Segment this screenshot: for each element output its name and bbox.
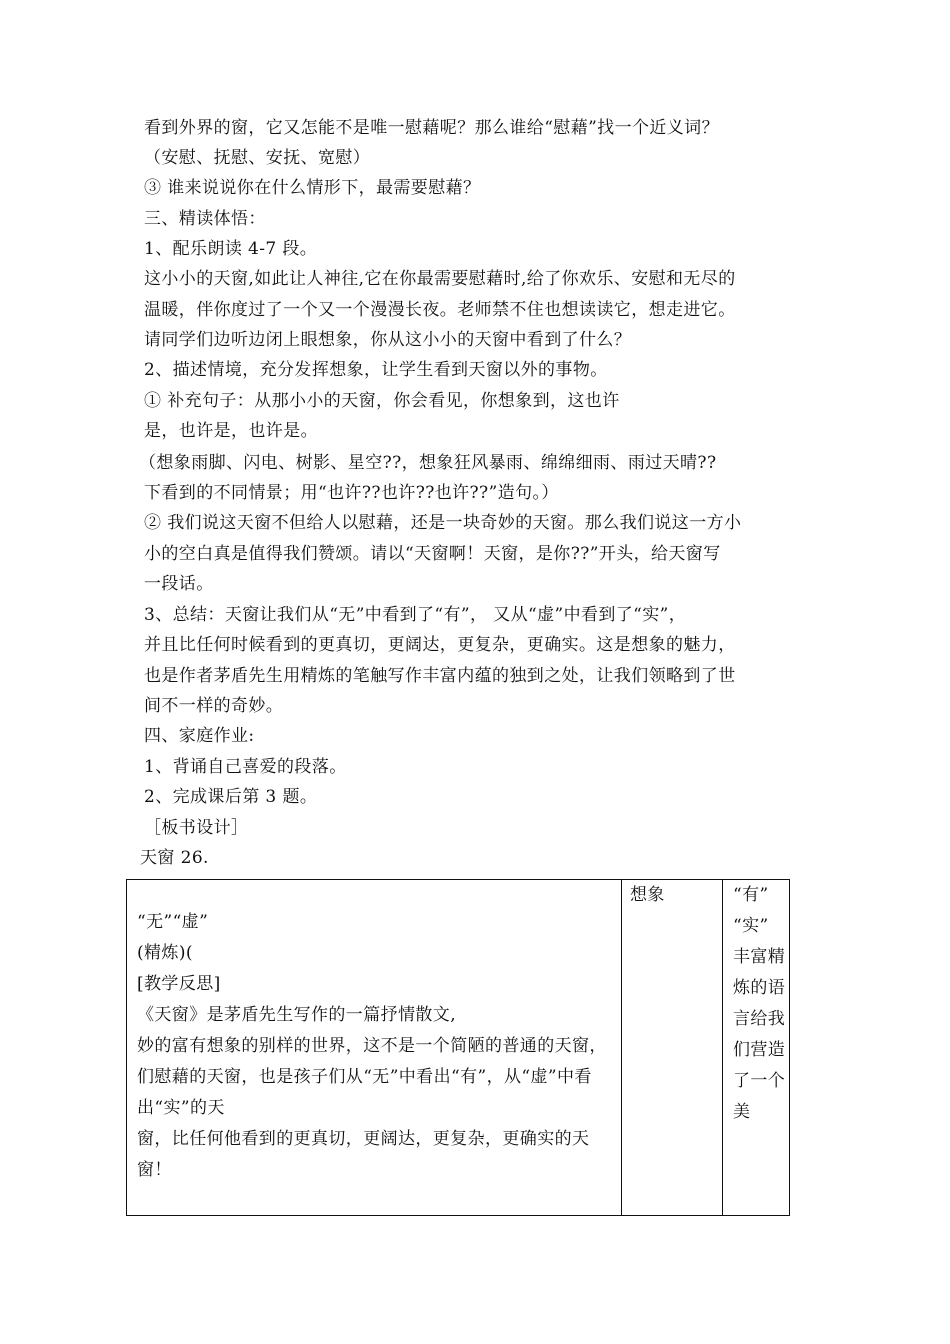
text-line: 看到外界的窗，它又怎能不是唯一慰藉呢？那么谁给“慰藉”找一个近义词？	[144, 118, 719, 138]
cell-line: “有”	[733, 885, 769, 905]
table-cell-imagination	[622, 880, 723, 1216]
text-line: （安慰、抚慰、安抚、宽慰）	[144, 148, 371, 168]
table-row	[127, 880, 790, 1216]
text-line: 3、总结：天窗让我们从“无”中看到了“有”， 又从“虚”中看到了“实”，	[144, 605, 687, 625]
text-line: 并且比任何时候看到的更真切，更阔达，更复杂，更确实。这是想象的魅力，	[144, 635, 736, 655]
cell-line: 窗，比任何他看到的更真切，更阔达，更复杂，更确实的天窗！	[137, 1129, 590, 1180]
text-line: 2、完成课后第 3 题。	[144, 787, 318, 807]
text-line: 1、背诵自己喜爱的段落。	[144, 757, 347, 777]
text-line: ③ 谁来说说你在什么情形下，最需要慰藉？	[144, 178, 481, 198]
text-line: （想象雨脚、闪电、树影、星空??，想象狂风暴雨、绵绵细雨、雨过天晴??	[139, 453, 717, 473]
text-line: 1、配乐朗读 4-7 段。	[144, 239, 318, 259]
text-line: ② 我们说这天窗不但给人以慰藉，还是一块奇妙的天窗。那么我们说这一方小	[144, 513, 742, 533]
table-cell-main	[127, 880, 622, 1216]
board-design-title: 天窗 26.	[140, 848, 209, 868]
cell-line: 想象	[630, 885, 665, 905]
text-line: 小的空白真是值得我们赞颂。请以“天窗啊！天窗，是你??”开头，给天窗写	[144, 544, 721, 564]
cell-line: 妙的富有想象的别样的世界，这不是一个简陋的普通的天窗，	[137, 1036, 607, 1056]
text-line: ① 补充句子：从那小小的天窗，你会看见，你想象到，这也许	[144, 391, 620, 411]
section-heading: 四、家庭作业:	[144, 726, 255, 746]
cell-line: 们慰藉的天窗，也是孩子们从“无”中看出“有”，从“虚”中看出“实”的天	[137, 1067, 592, 1118]
text-line: 请同学们边听边闭上眼想象，你从这小小的天窗中看到了什么？	[144, 330, 632, 350]
text-line: 2、描述情境，充分发挥想象，让学生看到天窗以外的事物。	[144, 360, 608, 380]
text-line: 也是作者茅盾先生用精炼的笔触写作丰富内蕴的独到之处，让我们领略到了世	[144, 666, 736, 686]
cell-line: 炼的语	[733, 978, 786, 998]
text-line: 一段话。	[144, 574, 214, 594]
cell-line: 言给我	[733, 1009, 786, 1029]
cell-line: “无”“虚”	[137, 912, 209, 932]
text-line: 温暖，伴你度过了一个又一个漫漫长夜。老师禁不住也想读读它，想走进它。	[144, 300, 736, 320]
section-heading: 三、精读体悟：	[144, 209, 266, 229]
text-line: 这小小的天窗,如此让人神往,它在你最需要慰藉时,给了你欢乐、安慰和无尽的	[144, 269, 736, 289]
cell-line: 了一个	[733, 1071, 786, 1091]
cell-line: 《天窗》是茅盾先生写作的一篇抒情散文,	[137, 1005, 457, 1025]
cell-line: 美	[733, 1102, 751, 1122]
cell-line: 们营造	[733, 1040, 786, 1060]
board-design-table	[126, 879, 790, 1216]
cell-line: 丰富精	[733, 947, 786, 967]
cell-line: (精炼)(	[137, 943, 193, 963]
text-line: 是，也许是，也许是。	[144, 421, 318, 441]
table-cell-right	[723, 880, 790, 1216]
text-line: 下看到的不同情景；用“也许??也许??也许??”造句。）	[144, 483, 559, 503]
cell-line: “实”	[733, 916, 769, 936]
text-line: ［板书设计］	[144, 818, 249, 838]
text-line: 间不一样的奇妙。	[144, 696, 284, 716]
cell-line: [教学反思]	[137, 974, 221, 994]
